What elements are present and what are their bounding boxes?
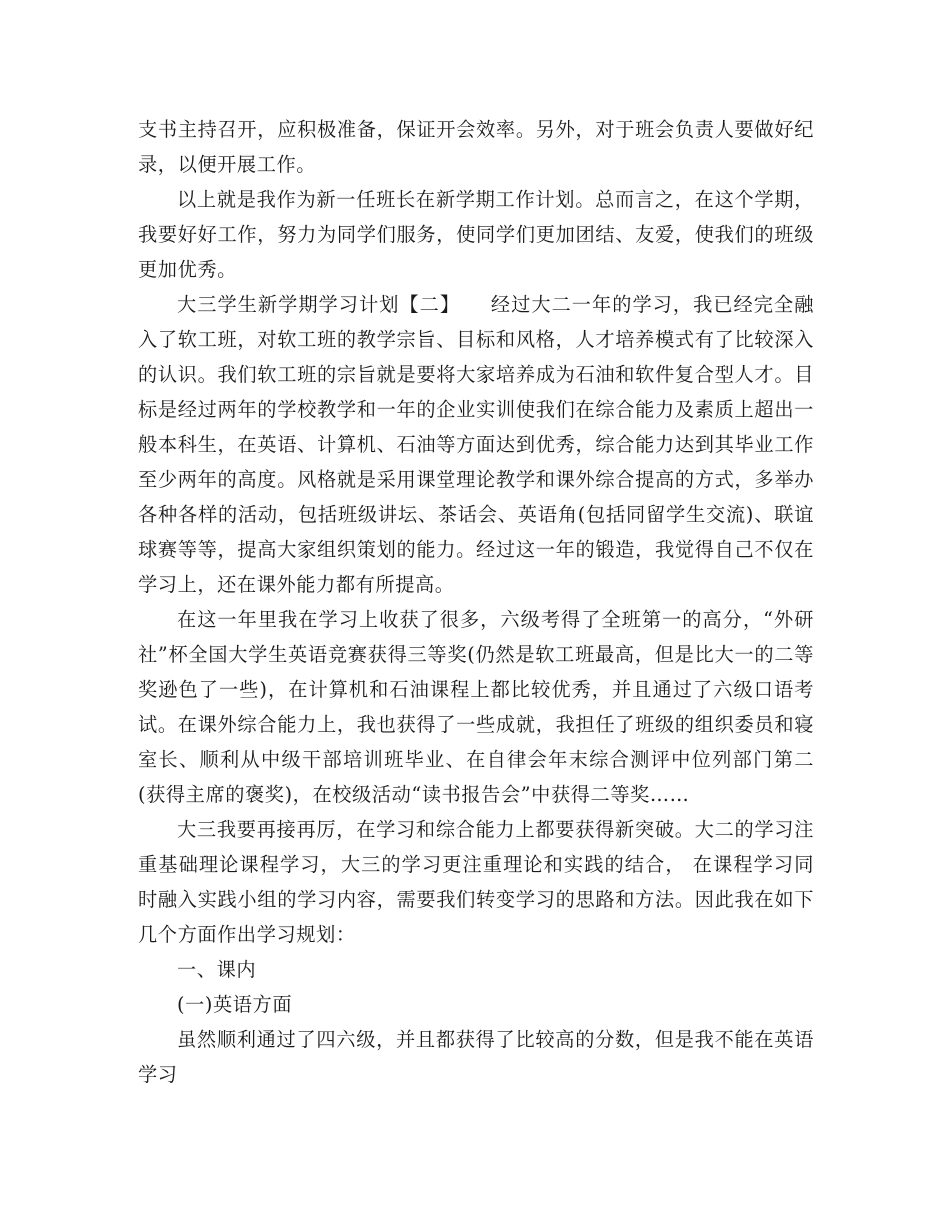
heading-in-class: 一、课内 xyxy=(177,958,257,981)
paragraph-plan-two-intro: 大三学生新学期学习计划【二】 经过大二一年的学习，我已经完全融入了软工班，对软工班的教学宗旨、目标和风格，人才培养模式有了比较深入的认识。我们软工班的宗旨就是要将大家培养成为石油和软件复合型人才。目标是经过两年的学校教学和一年的企业实训使我们在综合能力及素质上超出一般本科生，在英语、计算机、石油等方面达到优秀，综合能力达到其毕业工作至少两年的高度。风格就是采用课堂理论教学和课外综合提高的方式，多举办各种各样的活动，包括班级讲坛、茶话会、英语角(包括同留学生交流)、联谊球赛等等，提高大家组织策划的能力。经过这一年的锻造，我觉得自己不仅在学习上，还在课外能力都有所提高。 xyxy=(138,293,814,596)
heading-english: (一)英语方面 xyxy=(177,993,293,1016)
document-page xyxy=(138,112,814,1092)
paragraph-conclusion: 以上就是我作为新一任班长在新学期工作计划。总而言之，在这个学期，我要好好工作，努力为同学们服务，使同学们更加团结、友爱，使我们的班级更加优秀。 xyxy=(138,188,814,281)
paragraph-english-study: 虽然顺利通过了四六级，并且都获得了比较高的分数，但是我不能在英语学习 xyxy=(138,1028,814,1086)
paragraph-junior-year-goals: 大三我要再接再厉，在学习和综合能力上都要获得新突破。大二的学习注重基础理论课程学习，大三的学习更注重理论和实践的结合， 在课程学习同时融入实践小组的学习内容，需要我们转变学习的思路和方法。因此我在如下几个方面作出学习规划： xyxy=(138,818,814,946)
paragraph-meeting: 支书主持召开，应积极准备，保证开会效率。另外，对于班会负责人要做好纪录，以便开展工作。 xyxy=(138,118,814,176)
paragraph-achievements: 在这一年里我在学习上收获了很多，六级考得了全班第一的高分，“外研社”杯全国大学生英语竞赛获得三等奖(仍然是软工班最高，但是比大一的二等奖逊色了一些)，在计算机和石油课程上都比较优秀，并且通过了六级口语考试。在课外综合能力上，我也获得了一些成就，我担任了班级的组织委员和寝室长、顺利从中级干部培训班毕业、在自律会年末综合测评中位列部门第二(获得主席的褒奖)，在校级活动“读书报告会”中获得二等奖…… xyxy=(138,608,814,806)
